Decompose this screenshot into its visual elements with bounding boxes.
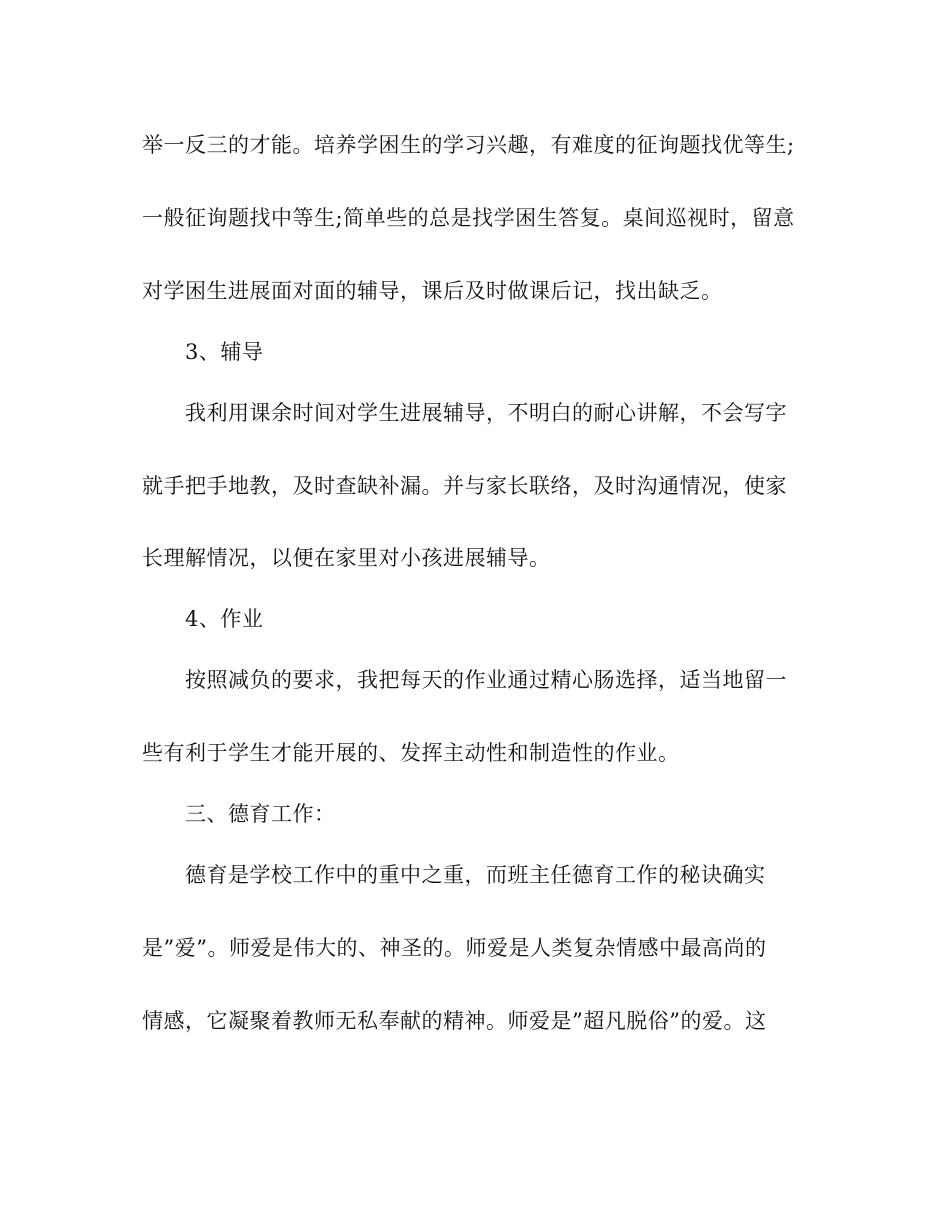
text-line: 些有利于学生才能开展的、发挥主动性和制造性的作业。: [142, 741, 680, 765]
text-line: 举一反三的才能。培养学困生的学习兴趣，有难度的征询题找优等生;: [142, 133, 795, 157]
section-heading: 4、作业: [185, 607, 264, 631]
text-line: 我利用课余时间对学生进展辅导，不明白的耐心讲解，不会写字: [185, 401, 787, 425]
text-line: 是”爱”。师爱是伟大的、神圣的。师爱是人类复杂情感中最高尚的: [142, 936, 767, 960]
section-heading: 3、辅导: [185, 340, 264, 364]
text-line: 就手把手地教，及时查缺补漏。并与家长联络，及时沟通情况，使家: [142, 474, 787, 498]
text-line: 德育是学校工作中的重中之重，而班主任德育工作的秘诀确实: [185, 863, 766, 887]
text-line: 对学困生进展面对面的辅导，课后及时做课后记，找出缺乏。: [142, 279, 723, 303]
section-heading: 三、德育工作：: [185, 802, 336, 826]
text-line: 一般征询题找中等生;简单些的总是找学困生答复。桌间巡视时，留意: [142, 206, 795, 230]
text-line: 按照减负的要求，我把每天的作业通过精心肠选择，适当地留一: [185, 668, 787, 692]
text-line: 情感，它凝聚着教师无私奉献的精神。师爱是”超凡脱俗”的爱。这: [142, 1009, 767, 1033]
text-line: 长理解情况，以便在家里对小孩进展辅导。: [142, 546, 551, 570]
